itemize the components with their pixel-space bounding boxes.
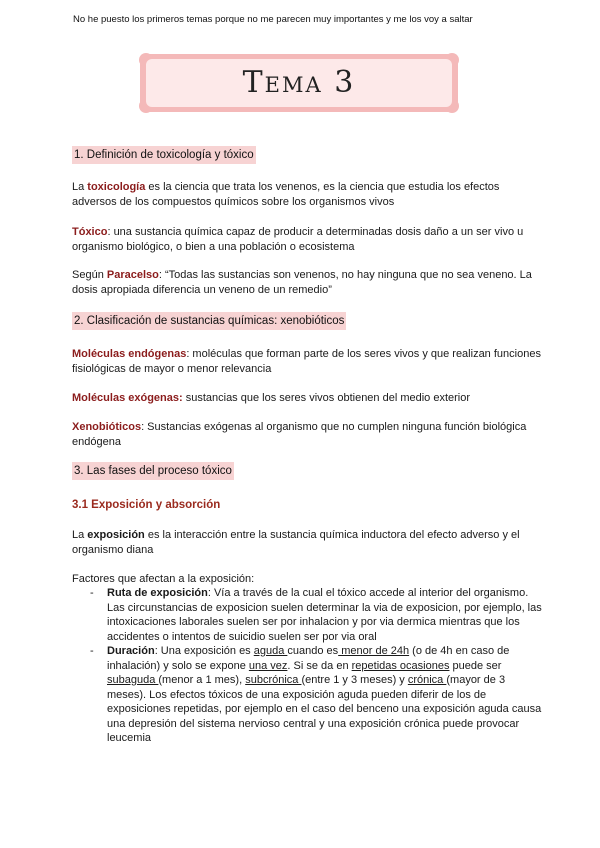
keyword-endogenas: Moléculas endógenas [72,348,187,360]
paragraph-toxico: Tóxico: una sustancia química capaz de producir a determinadas dosis daño a un ser vivo u organismo biológico, o bien a una población o ecosistema [72,226,524,253]
top-note: No he puesto los primeros temas porque no me parecen muy importantes y me los voy a saltar [73,14,473,25]
title-banner [138,52,460,114]
factors-list [72,586,542,746]
list-dash: - [90,587,94,599]
paragraph-toxicologia: La toxicología es la ciencia que trata los venenos, es la ciencia que estudia los efectos adversos de los compuestos químicos sobre los organismos vivos [72,181,500,208]
paragraph-paracelso: Según Paracelso: “Todas las sustancias son venenos, no hay ninguna que no sea veneno. La dosis apropiada diferencia un veneno de un remedio” [72,269,532,296]
keyword-exogenas: Moléculas exógenas: [72,392,183,404]
subsection-heading-3-1: 3.1 Exposición y absorción [72,499,221,511]
paragraph-endogenas: Moléculas endógenas: moléculas que forman parte de los seres vivos y que realizan funciones fisiológicas de mayor o menor relevancia [72,348,541,375]
section-heading-2: 2. Clasificación de sustancias químicas: xenobióticos [72,312,346,330]
section-heading-1: 1. Definición de toxicología y tóxico [72,146,256,164]
paragraph-exposicion: La exposición es la interacción entre la sustancia química inductora del efecto adverso y el organismo diana [72,529,520,556]
keyword-ruta: Ruta de exposición [107,587,208,599]
factors-intro: Factores que afectan a la exposición: [72,573,255,585]
paragraph-xenobioticos: Xenobióticos: Sustancias exógenas al organismo que no cumplen ninguna función biológica endógena [72,421,527,448]
keyword-toxico: Tóxico [72,226,108,238]
keyword-toxicologia: toxicología [87,181,146,193]
list-item: - Duración: Una exposición es aguda cuando es menor de 24h (o de 4h en caso de inhalación) y solo se expone una vez. Si se da en repetidas ocasiones puede ser subaguda (menor a 1 mes), subcrónica (entre 1 y 3 meses) y crónica (mayor de 3 meses). Los efectos tóxicos de una exposición aguda pueden diferir de los de exposiciones repetidas, por ejemplo en el caso del benceno una exposición aguda causa una depresión del sistema nervioso central y una exposición crónica puede provocar leucemia [90,645,542,744]
list-item: - Ruta de exposición: Vía a través de la cual el tóxico accede al interior del organismo. Las circunstancias de exposicion suelen determinar la via de exposicion, por ejemplo, las intoxicaciones laborales suelen ser por inhalacion y por via dermica mientras que los accidentes o intentos de suicidio suelen ser por via oral [90,587,542,643]
keyword-exposicion: exposición [87,529,145,541]
keyword-xenobioticos: Xenobióticos [72,421,142,433]
page-title: Tema 3 [242,65,356,100]
paragraph-exogenas: Moléculas exógenas: sustancias que los seres vivos obtienen del medio exterior [72,392,471,404]
keyword-paracelso: Paracelso [106,269,159,281]
keyword-duracion: Duración [107,645,155,657]
list-dash: - [90,645,94,657]
section-heading-3: 3. Las fases del proceso tóxico [72,462,234,480]
